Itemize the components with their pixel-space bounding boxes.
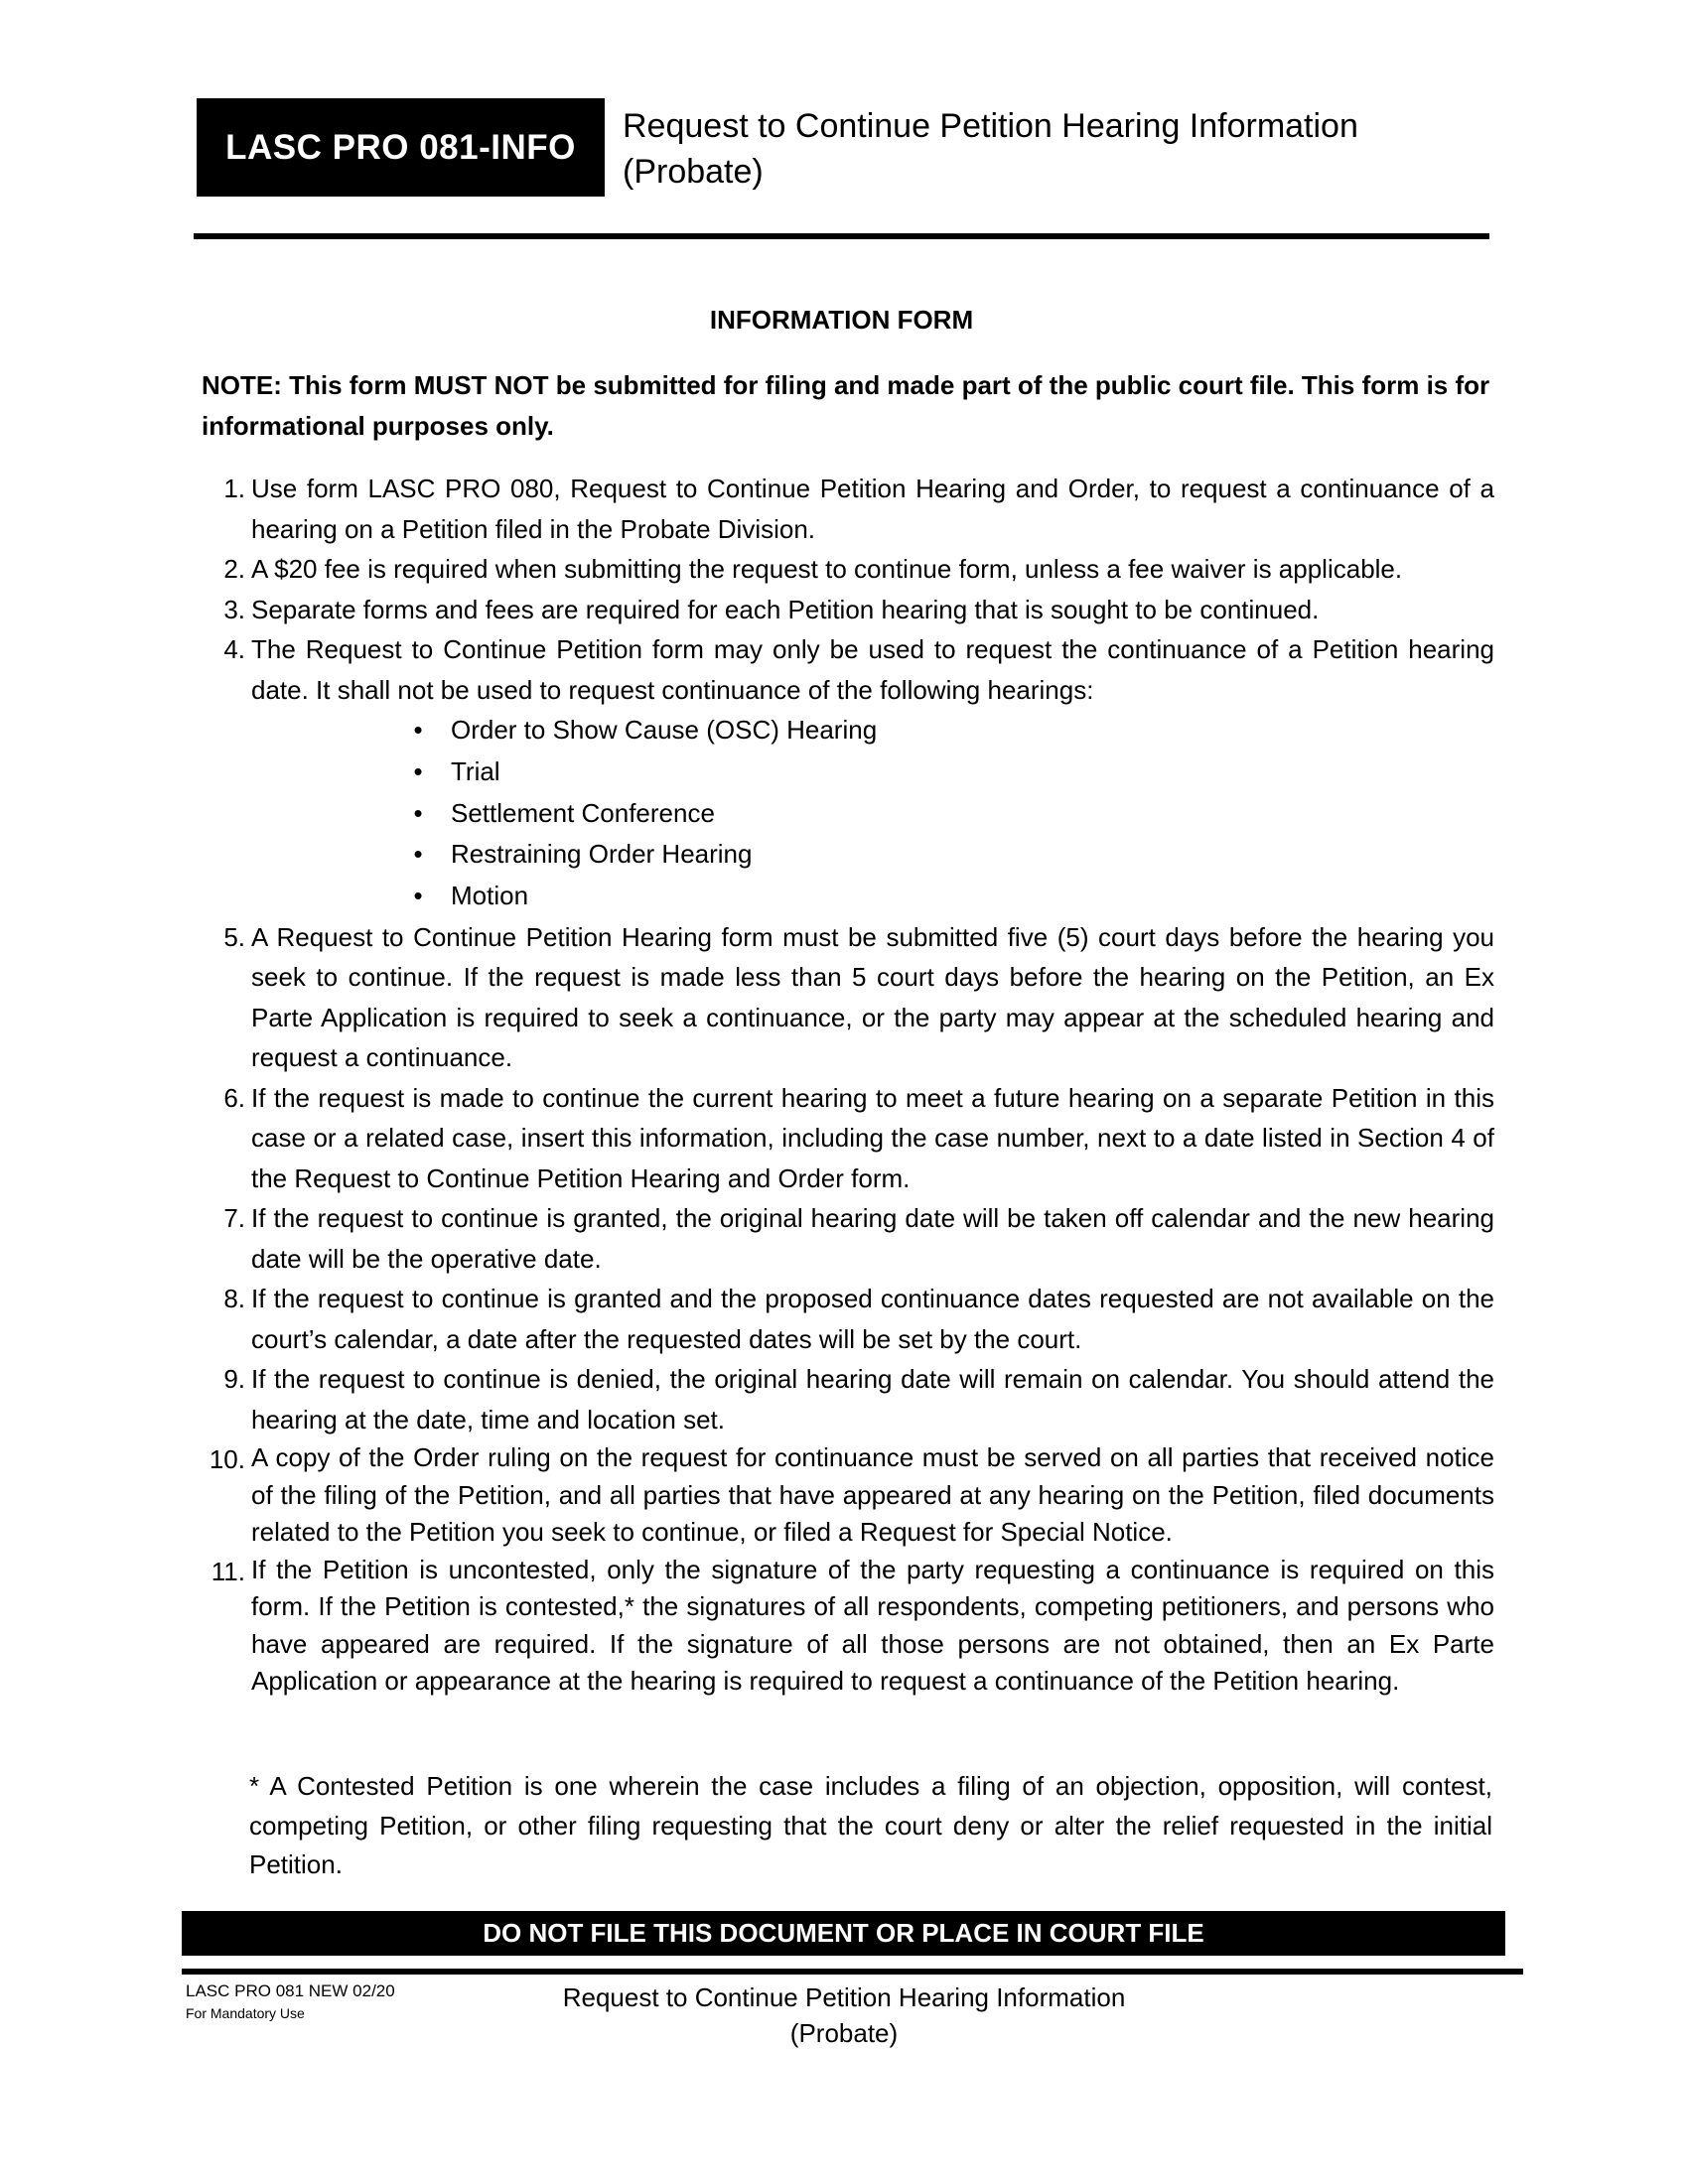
footer-form-code: LASC PRO 081 NEW 02/20 <box>186 1981 395 2000</box>
item-number: 2. <box>223 554 245 584</box>
bullet-item <box>249 834 1494 876</box>
item-text: If the Petition is uncontested, only the signature of the party requesting a continuance is required on this form. If the Petition is contested,* the signatures of all respondents, competing petitioners, and persons who have appeared are required. If the signature of all those persons are not obtained, then an Ex Parte Application or appearance at the hearing is required to request a continuance of the Petition hearing. <box>251 1554 1494 1697</box>
footer-title <box>487 1979 1201 2051</box>
bullet-icon: • <box>413 797 423 828</box>
item-text: If the request to continue is granted, the original hearing date will be taken off calendar and the new hearing date will be the operative date. <box>251 1203 1494 1274</box>
bullet-text: Motion <box>451 881 529 911</box>
list-item <box>194 469 1494 549</box>
bullet-item <box>249 793 1494 835</box>
item-text: If the request is made to continue the current hearing to meet a future hearing on a separate Petition in this case or a related case, insert this information, including the case number, next to a date listed in Section 4 of the Request to Continue Petition Hearing and Order form. <box>251 1082 1494 1193</box>
bullet-item <box>249 876 1494 917</box>
section-title: INFORMATION FORM <box>709 305 974 335</box>
header-title-line2: (Probate) <box>623 153 764 191</box>
bullet-text: Order to Show Cause (OSC) Hearing <box>451 715 878 745</box>
item-text: If the request to continue is denied, the original hearing date will remain on calendar. You should attend the hearing at the date, time and location set. <box>251 1364 1494 1434</box>
list-item <box>194 629 1494 917</box>
item-number: 8. <box>223 1284 245 1314</box>
bullet-item <box>249 751 1494 793</box>
item-text: A Request to Continue Petition Hearing form must be submitted five (5) court days before the hearing you seek to continue. If the request is made less than 5 court days before the hearing on the Petition, an Ex Parte Application is required to seek a continuance, or the party may appear at the scheduled hearing and request a continuance. <box>251 921 1494 1073</box>
footer-divider <box>182 1969 1523 1975</box>
item-number: 6. <box>223 1082 245 1113</box>
bullet-text: Restraining Order Hearing <box>451 839 753 870</box>
do-not-file-banner <box>182 1911 1505 1956</box>
item-number: 1. <box>223 474 245 503</box>
bullet-icon: • <box>413 881 423 911</box>
item-number: 7. <box>223 1203 245 1234</box>
footer-title-line2: (Probate) <box>789 2018 899 2048</box>
header-title-line1: Request to Continue Petition Hearing Information <box>623 107 1358 145</box>
do-not-file-text: DO NOT FILE THIS DOCUMENT OR PLACE IN COURT FILE <box>483 1918 1204 1948</box>
bullet-icon: • <box>413 715 423 745</box>
excluded-hearings-list <box>249 710 1494 917</box>
bullet-text: Trial <box>451 755 500 786</box>
instructions-list <box>194 469 1494 1701</box>
note-paragraph: NOTE: This form MUST NOT be submitted for filing and made part of the public court file. This form is for informational purposes only. <box>202 370 1490 441</box>
footer-title-line1: Request to Continue Petition Hearing Information <box>562 1982 1126 2012</box>
list-item <box>194 549 1494 590</box>
item-number: 9. <box>223 1364 245 1395</box>
item-number: 5. <box>223 921 245 952</box>
header-divider <box>194 233 1489 239</box>
item-number: 3. <box>223 594 245 624</box>
list-item <box>194 590 1494 630</box>
item-text: The Request to Continue Petition form may only be used to request the continuance of a Petition hearing date. It shall not be used to request continuance of the following hearings: <box>251 634 1494 705</box>
header-title <box>623 103 1457 195</box>
form-code-badge <box>197 98 605 197</box>
item-text: Use form LASC PRO 080, Request to Continue Petition Hearing and Order, to request a continuance of a hearing on a Petition filed in the Probate Division. <box>251 474 1494 544</box>
bullet-icon: • <box>413 755 423 786</box>
item-number: 4. <box>223 634 245 664</box>
list-item <box>194 1359 1494 1439</box>
list-item <box>194 1552 1494 1701</box>
item-text: A copy of the Order ruling on the request for continuance must be served on all parties that received notice of the filing of the Petition, and all parties that have appeared at any hearing on the Petition, filed documents related to the Petition you seek to continue, or filed a Request for Special Notice. <box>251 1442 1494 1548</box>
contested-petition-footnote: * A Contested Petition is one wherein the case includes a filing of an objection, opposition, will contest, competing Petition, or other filing requesting that the court deny or alter the relief requested in the initial Petition. <box>249 1771 1492 1879</box>
list-item <box>194 1198 1494 1279</box>
footer-mandatory-use: For Mandatory Use <box>186 2005 305 2021</box>
bullet-icon: • <box>413 839 423 870</box>
item-number: 11. <box>211 1556 245 1586</box>
form-code: LASC PRO 081-INFO <box>225 127 576 167</box>
item-text: A $20 fee is required when submitting the request to continue form, unless a fee waiver is applicable. <box>251 554 1403 584</box>
item-number: 10. <box>209 1444 245 1475</box>
list-item <box>194 917 1494 1078</box>
list-item <box>194 1279 1494 1359</box>
item-text: If the request to continue is granted and the proposed continuance dates requested are not available on the court’s calendar, a date after the requested dates will be set by the court. <box>251 1284 1494 1354</box>
bullet-text: Settlement Conference <box>451 797 715 828</box>
list-item <box>194 1439 1494 1552</box>
list-item <box>194 1078 1494 1199</box>
bullet-item <box>249 710 1494 751</box>
item-text: Separate forms and fees are required for each Petition hearing that is sought to be continued. <box>251 594 1320 624</box>
